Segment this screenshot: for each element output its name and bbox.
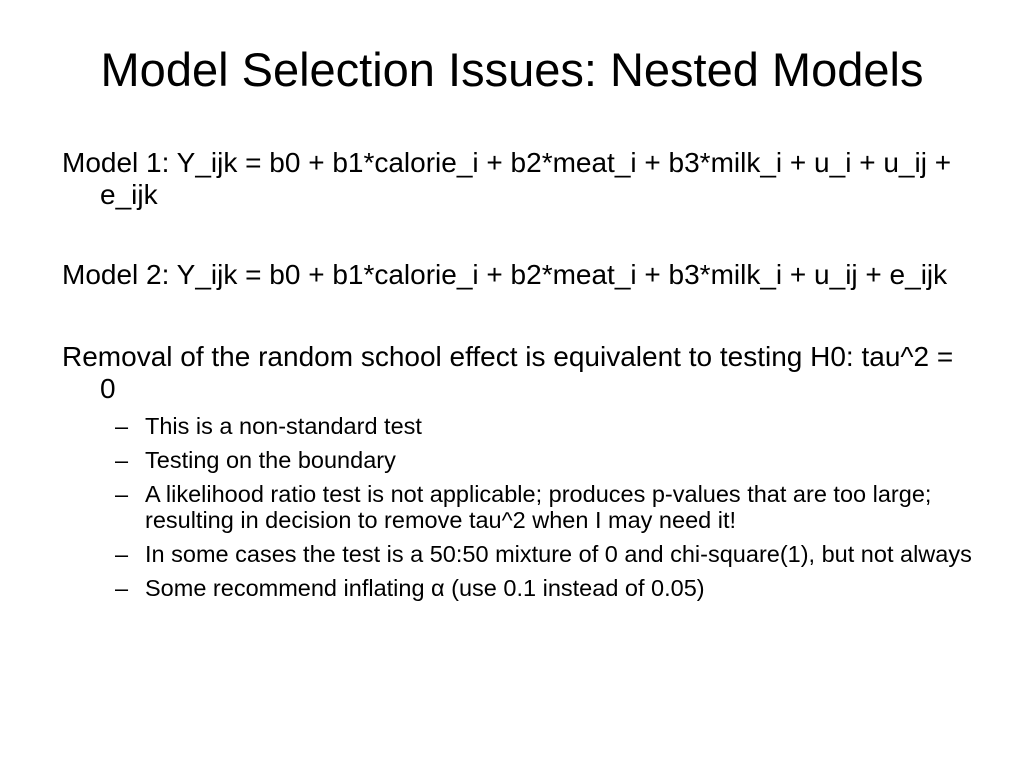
slide-body [62, 147, 972, 601]
slide-title: Model Selection Issues: Nested Models [100, 43, 924, 96]
dash-bullet-icon: – [115, 447, 129, 473]
removal-paragraph: Removal of the random school effect is equivalent to testing H0: tau^2 = 0 [62, 341, 954, 404]
sub-bullet-text: This is a non-standard test [145, 413, 422, 439]
sub-bullet-text: In some cases the test is a 50:50 mixture of 0 and chi-square(1), but not always [145, 541, 972, 567]
dash-bullet-icon: – [115, 541, 129, 567]
sub-bullet-item [62, 447, 972, 473]
sub-bullet-item [62, 413, 972, 439]
dash-bullet-icon: – [115, 575, 129, 601]
model-1-paragraph: Model 1: Y_ijk = b0 + b1*calorie_i + b2*meat_i + b3*milk_i + u_i + u_ij + e_ijk [62, 147, 952, 210]
dash-bullet-icon: – [115, 413, 129, 439]
dash-bullet-icon: – [115, 481, 129, 507]
sub-bullet-text: A likelihood ratio test is not applicable; produces p-values that are too large; resulting in decision to remove tau^2 when I may need it! [145, 481, 932, 533]
sub-bullet-item [62, 481, 972, 533]
sub-bullet-item [62, 541, 972, 567]
sub-bullet-text: Some recommend inflating α (use 0.1 instead of 0.05) [145, 575, 705, 601]
sub-bullet-list [62, 413, 972, 601]
sub-bullet-item [62, 575, 972, 601]
model-2-paragraph: Model 2: Y_ijk = b0 + b1*calorie_i + b2*meat_i + b3*milk_i + u_ij + e_ijk [62, 259, 948, 290]
sub-bullet-text: Testing on the boundary [145, 447, 396, 473]
